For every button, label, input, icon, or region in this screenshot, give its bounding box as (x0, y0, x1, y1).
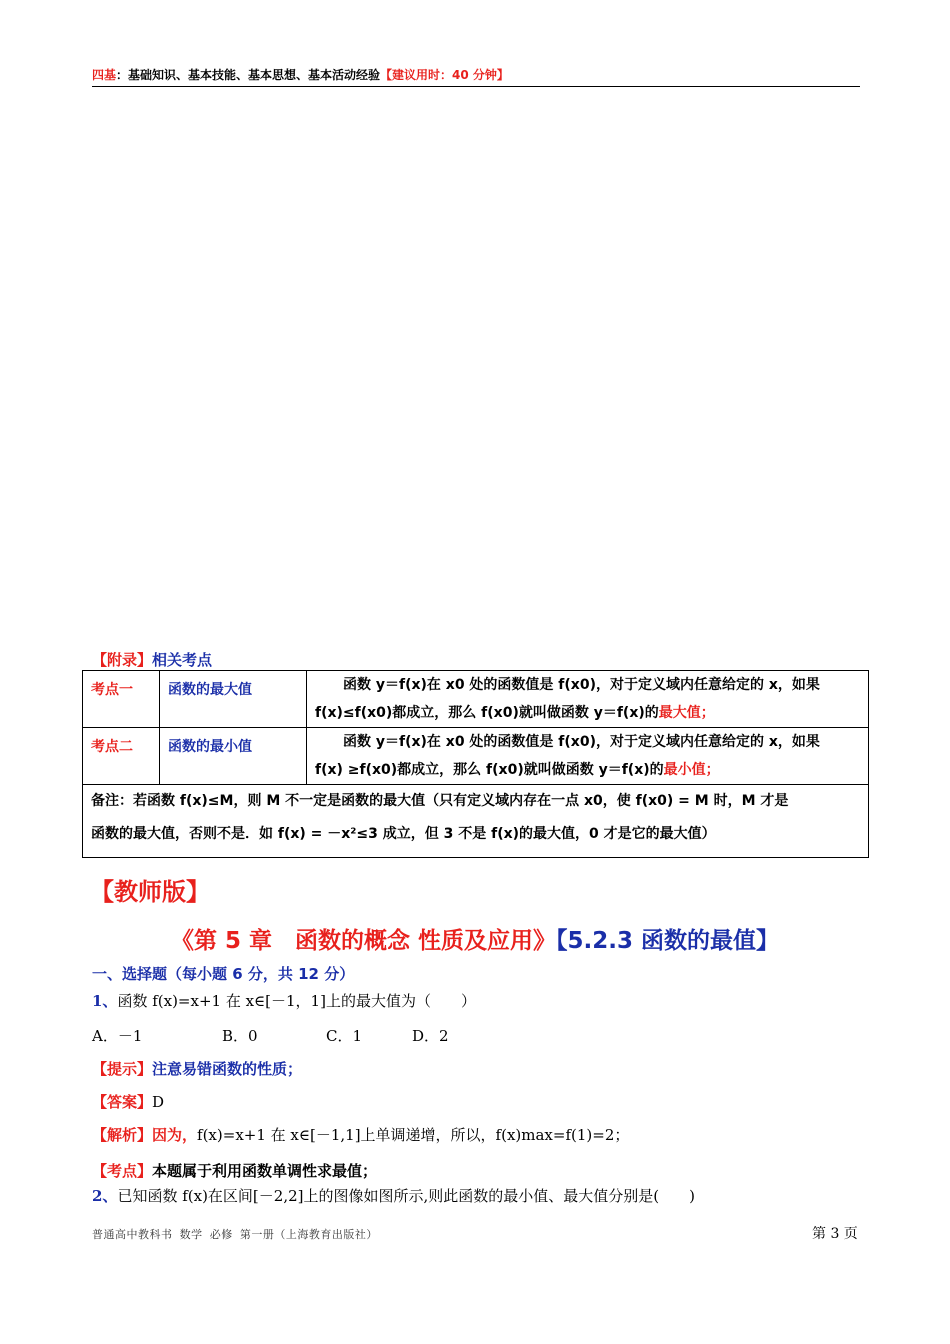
section-name: 【5.2.3 函数的最值】 (556, 928, 780, 954)
table-row (83, 785, 869, 858)
question-1 (92, 990, 476, 1011)
table-row (83, 671, 869, 728)
point-label: 考点一 (83, 671, 160, 728)
definition-line-2: f(x)≤f(x0)都成立，那么 f(x0)就叫做函数 y＝f(x)的 (315, 705, 659, 721)
question-number: 2、 (92, 1187, 118, 1205)
definition-line-1: 函数 y＝f(x)在 x0 处的函数值是 f(x0)，对于定义域内任意给定的 x，如果 (343, 677, 820, 693)
key-point-text: 本题属于利用函数单调性求最值； (152, 1162, 378, 1180)
hint-text: 注意易错函数的性质； (152, 1060, 303, 1078)
chapter-title (0, 922, 950, 955)
question-1-hint (92, 1058, 302, 1079)
header-text: ：基础知识、基本技能、基本思想、基本活动经验 (116, 68, 381, 82)
option-d: D．2 (412, 1027, 449, 1045)
definition-term: 最小值； (663, 762, 720, 778)
definition-line-2: f(x) ≥f(x0)都成立，那么 f(x0)就叫做函数 y＝f(x)的 (315, 762, 664, 778)
option-a: A．－1 (92, 1027, 143, 1045)
section-title: 一、选择题（每小题 6 分，共 12 分） (92, 965, 355, 983)
page-number: 第 3 页 (812, 1226, 858, 1242)
header-divider (92, 86, 860, 87)
appendix-bracket: 【附录】 (92, 651, 153, 669)
footer-book-title: 普通高中教科书 数学 必修 第一册（上海教育出版社） (92, 1228, 378, 1241)
header-prefix: 四基 (92, 68, 117, 82)
option-c: C．1 (326, 1027, 363, 1045)
answer-label: 【答案】 (92, 1093, 153, 1111)
analysis-lead: 因为， (152, 1126, 198, 1144)
definition-line-1: 函数 y＝f(x)在 x0 处的函数值是 f(x0)，对于定义域内任意给定的 x，如果 (343, 734, 820, 750)
page-header (92, 67, 860, 83)
point-name: 函数的最大值 (160, 671, 307, 728)
hint-label: 【提示】 (92, 1060, 153, 1078)
definition-term: 最大值； (658, 705, 715, 721)
analysis-text: f(x)=x+1 在 x∈[－1,1]上单调递增，所以，f(x)max=f(1)=2； (197, 1126, 630, 1144)
question-text: 函数 f(x)=x+1 在 x∈[－1，1]上的最大值为（ ） (117, 992, 476, 1010)
table-note (83, 785, 869, 858)
note-line-1: 备注：若函数 f(x)≤M，则 M 不一定是函数的最大值（只有定义域内存在一点 x0，使 f(x0) = M 时，M 才是 (91, 793, 789, 809)
question-number: 1、 (92, 992, 118, 1010)
option-b: B．0 (222, 1027, 258, 1045)
question-2 (92, 1185, 695, 1206)
point-definition (307, 728, 869, 785)
analysis-label: 【解析】 (92, 1126, 153, 1144)
answer-text: D (152, 1093, 165, 1111)
question-1-analysis (92, 1124, 629, 1145)
chapter-name: 《第 5 章 函数的概念 性质及应用》 (170, 928, 557, 954)
point-definition (307, 671, 869, 728)
table-row (83, 728, 869, 785)
teacher-edition-label: 【教师版】 (90, 878, 210, 906)
question-1-key-point (92, 1160, 377, 1181)
question-text: 已知函数 f(x)在区间[－2,2]上的图像如图所示,则此函数的最小值、最大值分别是( ) (117, 1187, 695, 1205)
question-1-answer (92, 1091, 164, 1112)
appendix-title (92, 649, 212, 670)
key-points-table (82, 670, 869, 858)
question-1-options (92, 1025, 449, 1046)
header-suggest-time: 【建议用时：40 分钟】 (380, 68, 509, 82)
point-name: 函数的最小值 (160, 728, 307, 785)
appendix-label: 相关考点 (152, 651, 213, 669)
point-label: 考点二 (83, 728, 160, 785)
key-point-label: 【考点】 (92, 1162, 153, 1180)
note-line-2: 函数的最大值，否则不是．如 f(x) = －x²≤3 成立，但 3 不是 f(x)的最大值，0 才是它的最大值） (91, 826, 716, 842)
